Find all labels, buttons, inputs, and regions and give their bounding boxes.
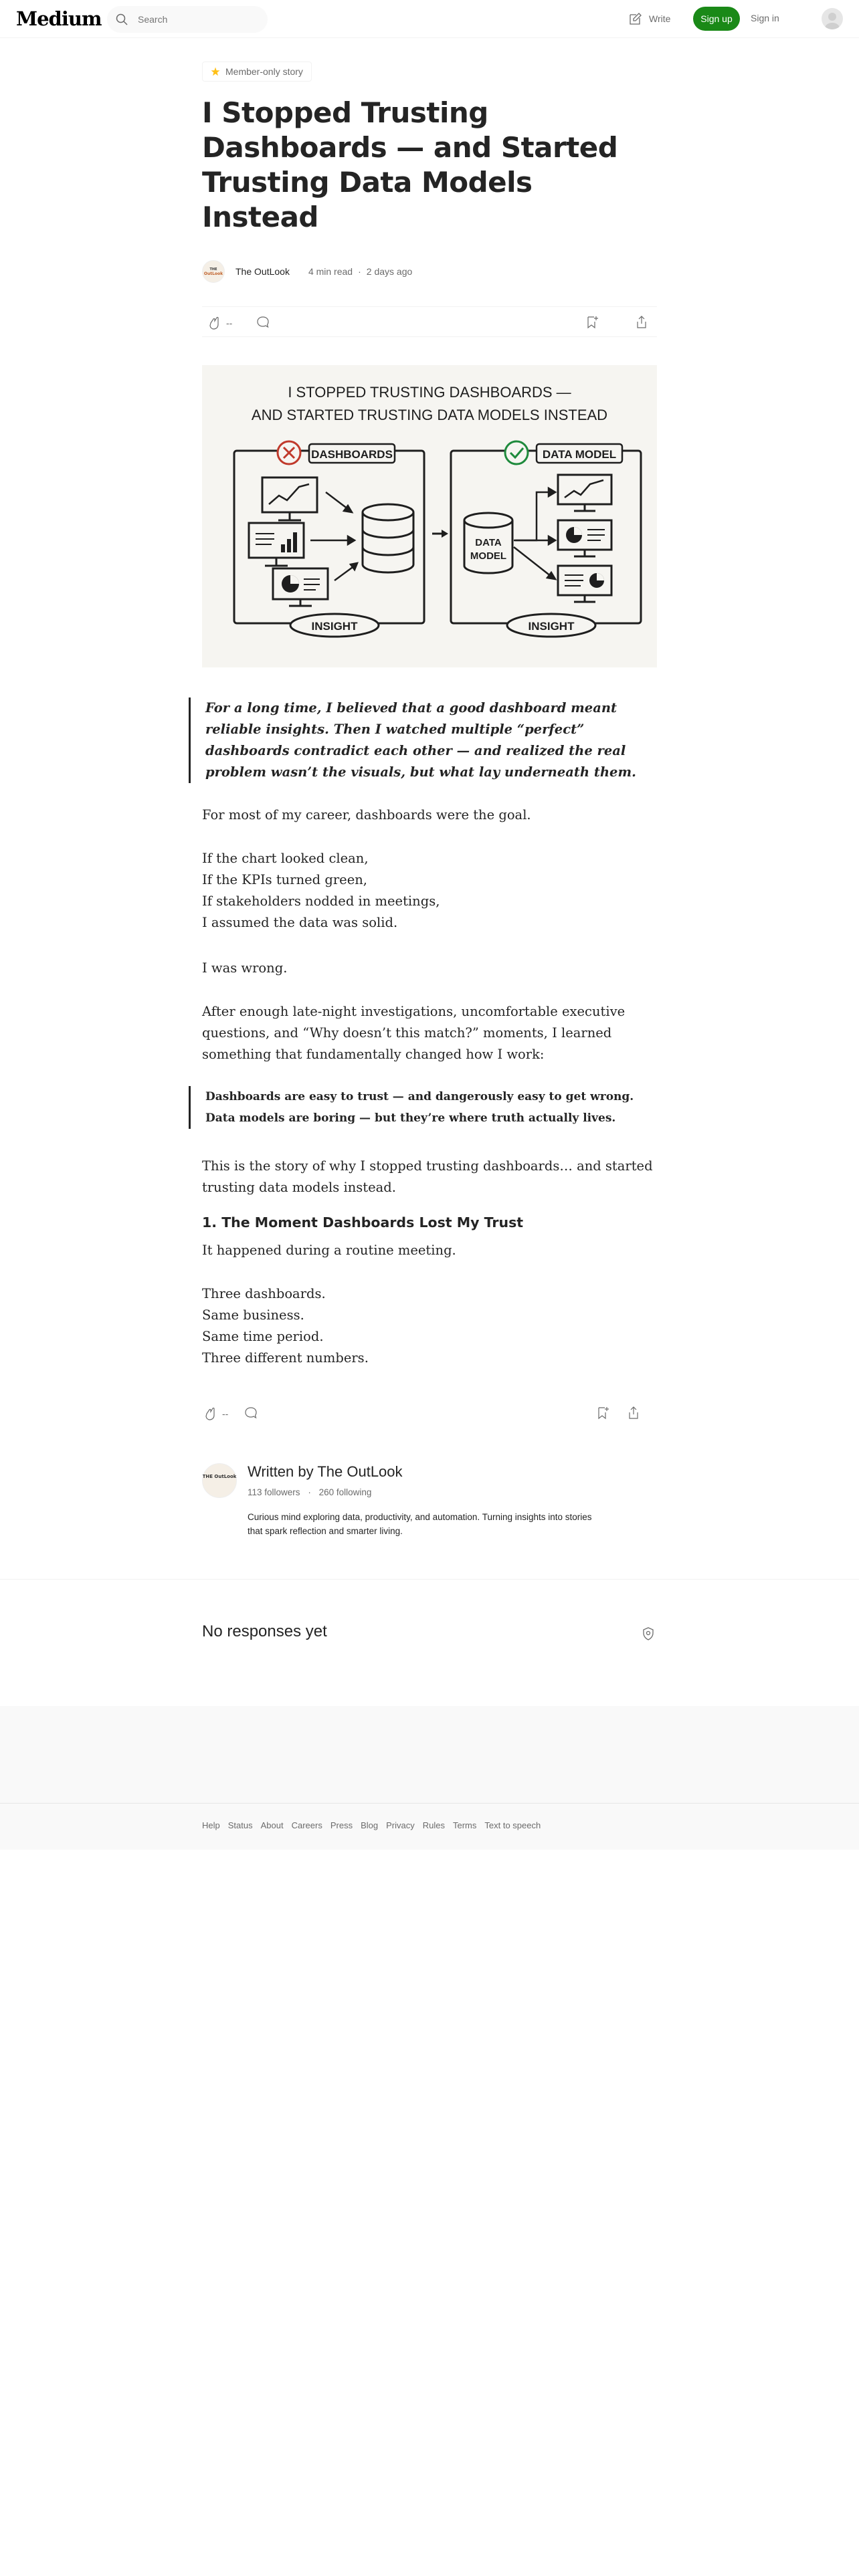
paragraph-2-line: If the KPIs turned green,	[202, 872, 367, 887]
key-quote-line: Data models are boring — but they’re where truth actually lives.	[205, 1111, 616, 1125]
shield-icon[interactable]	[641, 1626, 656, 1641]
paragraph-7-line: Same business.	[202, 1307, 304, 1323]
share-icon	[626, 1406, 641, 1420]
comment-button[interactable]	[244, 1406, 258, 1420]
clap-count: --	[226, 318, 233, 328]
paragraph-2	[202, 848, 657, 934]
paragraph-6: It happened during a routine meeting.	[202, 1243, 456, 1258]
footer-link-careers[interactable]: Careers	[291, 1820, 322, 1830]
footer-link-text-to-speech[interactable]: Text to speech	[484, 1820, 541, 1830]
comment-icon	[244, 1406, 258, 1420]
footer-link-blog[interactable]: Blog	[361, 1820, 379, 1830]
author-logo-text: THE OutLook	[203, 1474, 236, 1479]
member-only-badge	[202, 62, 312, 82]
responses-heading: No responses yet	[202, 1622, 327, 1640]
user-icon	[822, 8, 843, 29]
written-by-heading[interactable]: Written by The OutLook	[248, 1463, 403, 1480]
write-button[interactable]	[628, 10, 670, 27]
signin-link[interactable]: Sign in	[751, 13, 779, 23]
article-title: I Stopped Trusting Dashboards — and Started Trusting Data Models Instead	[202, 96, 618, 233]
hero-illustration	[202, 365, 657, 667]
footer-link-help[interactable]: Help	[202, 1820, 220, 1830]
clap-count: --	[222, 1408, 229, 1419]
meta-separator: ·	[358, 266, 361, 277]
save-button[interactable]	[585, 315, 599, 330]
author-avatar[interactable]	[202, 260, 225, 283]
svg-text:THE: THE	[209, 267, 217, 272]
paragraph-7	[202, 1283, 657, 1369]
author-name-link[interactable]: The OutLook	[235, 266, 290, 277]
clap-icon	[202, 1406, 218, 1422]
followers-count[interactable]: 113 followers	[248, 1487, 300, 1497]
search-icon	[115, 13, 128, 26]
divider	[0, 1579, 859, 1580]
search-input[interactable]	[138, 13, 258, 26]
paragraph-3: I was wrong.	[202, 960, 288, 976]
intro-pullquote: For a long time, I believed that a good dashboard meant reliable insights. Then I watched multiple “perfect” dashboards contradict each other — and realized the real problem wasn’t the visuals, but what lay underneath them.	[189, 697, 657, 783]
footer-link-about[interactable]: About	[260, 1820, 284, 1830]
left-insight-label: INSIGHT	[311, 620, 358, 633]
publish-date: 2 days ago	[366, 266, 413, 277]
medium-logo[interactable]: Medium	[16, 7, 102, 30]
footer-link-press[interactable]: Press	[330, 1820, 353, 1830]
clap-button[interactable]	[202, 1406, 228, 1422]
member-only-label: Member-only story	[225, 66, 303, 77]
footer-link-rules[interactable]: Rules	[422, 1820, 445, 1830]
paragraph-7-line: Three dashboards.	[202, 1286, 326, 1301]
following-count[interactable]: 260 following	[318, 1487, 372, 1497]
author-logo-icon	[203, 1464, 236, 1497]
key-quote-line: Dashboards are easy to trust — and dangerously easy to get wrong.	[205, 1090, 634, 1103]
author-card-avatar[interactable]	[202, 1463, 237, 1498]
check-icon	[505, 441, 528, 464]
user-avatar[interactable]	[822, 8, 843, 29]
paragraph-7-line: Three different numbers.	[202, 1350, 369, 1366]
share-button[interactable]	[626, 1406, 641, 1420]
bookmark-add-icon	[595, 1406, 610, 1420]
hero-title-line-2: AND STARTED TRUSTING DATA MODELS INSTEAD	[251, 407, 608, 423]
author-bio: Curious mind exploring data, productivity, and automation. Turning insights into stories that spark reflection and smarter living.	[248, 1512, 592, 1536]
paragraph-2-line: If the chart looked clean,	[202, 851, 369, 866]
hero-illustration-svg	[202, 365, 657, 667]
right-insight-label: INSIGHT	[528, 620, 575, 633]
data-model-label: DATA MODEL	[542, 448, 617, 461]
comment-button[interactable]	[256, 315, 270, 330]
bookmark-add-icon	[585, 315, 599, 330]
star-icon	[211, 67, 220, 76]
author-logo-icon	[203, 261, 223, 282]
paragraph-5: This is the story of why I stopped trusting dashboards… and started trusting data models instead.	[202, 1158, 653, 1195]
save-button[interactable]	[595, 1406, 610, 1420]
paragraph-7-line: Same time period.	[202, 1329, 324, 1344]
footer-link-terms[interactable]: Terms	[452, 1820, 477, 1830]
signup-button[interactable]: Sign up	[693, 7, 740, 31]
paragraph-2-line: I assumed the data was solid.	[202, 915, 398, 930]
hero-title-line-1: I STOPPED TRUSTING DASHBOARDS —	[288, 384, 571, 401]
clap-icon	[206, 315, 222, 331]
author-stats	[248, 1487, 371, 1497]
search-box[interactable]	[107, 6, 268, 33]
svg-text:OutLook: OutLook	[203, 272, 223, 276]
article-action-bar-bottom	[202, 1398, 657, 1428]
comment-icon	[256, 315, 270, 330]
article-action-bar-top	[202, 306, 657, 337]
paragraph-1: For most of my career, dashboards were the goal.	[202, 807, 531, 823]
share-button[interactable]	[634, 315, 649, 330]
paragraph-2-line: If stakeholders nodded in meetings,	[202, 893, 440, 909]
write-label: Write	[649, 13, 671, 24]
byline	[202, 258, 412, 285]
share-icon	[634, 315, 649, 330]
footer-link-privacy[interactable]: Privacy	[386, 1820, 415, 1830]
read-time: 4 min read	[308, 266, 353, 277]
footer-links	[202, 1820, 541, 1830]
top-navbar	[0, 0, 859, 38]
cylinder-label-line-2: MODEL	[470, 550, 507, 562]
section-heading-1: 1. The Moment Dashboards Lost My Trust	[202, 1214, 524, 1230]
clap-button[interactable]	[206, 315, 232, 331]
write-icon	[628, 11, 644, 27]
footer-link-status[interactable]: Status	[227, 1820, 253, 1830]
paragraph-4: After enough late-night investigations, uncomfortable executive questions, and “Why doesn’t this match?” moments, I learned something that fundamentally changed how I work:	[202, 1004, 626, 1062]
key-quote	[189, 1086, 657, 1129]
stats-separator: ·	[308, 1487, 311, 1497]
cylinder-label-line-1: DATA	[475, 537, 502, 548]
dashboards-label: DASHBOARDS	[311, 448, 393, 461]
